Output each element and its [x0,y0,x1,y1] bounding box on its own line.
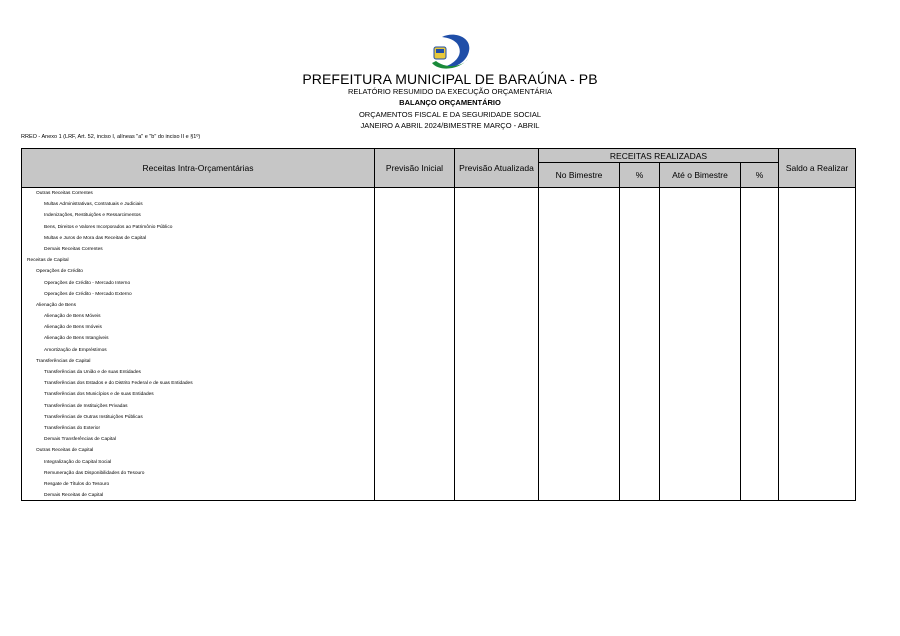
annex-reference: RREO - Anexo 1 (LRF, Art. 52, inciso I, alíneas "a" e "b" do inciso II e §1º) [21,134,201,140]
period-subtitle: JANEIRO A ABRIL 2024/BIMESTRE MARÇO - ABRIL [360,121,540,130]
table-row-label: Transferências da União e de suas Entidades [44,370,141,375]
col-divider [539,187,620,500]
table-row-label: Alienação de Bens Imóveis [44,325,102,331]
table-row-label: Transferências do Exterior [44,425,101,431]
table-row-label: Alienação de Bens Móveis [44,314,101,320]
table-row-label: Remuneração das Disponibilidades do Tesouro [44,470,145,476]
table-row-label: Transferências dos Estados e do Distrito Federal e de suas Entidades [44,381,193,387]
table-row-label: Multas Administrativas, Contratuais e Judiciais [44,202,143,208]
table-row-label: Operações de Crédito - Mercado Interno [44,280,131,286]
table-row-label: Bens, Direitos e Valores Incorporados ao Patrimônio Público [44,224,173,230]
header-saldo: Saldo a Realizar [779,149,855,188]
table-row-label: Operações de Crédito [36,269,83,275]
col-divider [455,187,539,500]
table-row-label: Operações de Crédito - Mercado Externo [44,291,132,297]
table-row-label: Demais Transferências de Capital [44,437,116,443]
col-divider [741,187,779,500]
table-row-label: Transferências de Capital [36,358,91,364]
revenue-table [21,148,856,501]
table-row-label: Alienação de Bens Intangíveis [44,336,109,342]
balance-title: BALANÇO ORÇAMENTÁRIO [399,98,501,107]
table-row-label: Multas e Juros de Mora das Receitas de Capital [44,235,147,241]
table-row-label: Resgate de Títulos do Tesouro [44,481,110,487]
header-pct-bimestre: % [620,163,660,188]
table-row-label: Transferências de Outras Instituições Públicas [44,414,143,420]
table-row-label: Outras Receitas Correntes [36,191,93,196]
header-previsao-inicial: Previsão Inicial [375,149,455,188]
table-row-label: Amortização de Empréstimos [44,347,107,353]
report-subtitle: RELATÓRIO RESUMIDO DA EXECUÇÃO ORÇAMENTÁRIA [347,87,553,96]
table-row-label: Outras Receitas de Capital [36,448,94,454]
budgets-subtitle: ORÇAMENTOS FISCAL E DA SEGURIDADE SOCIAL [358,110,542,119]
table-row-label: Demais Receitas Correntes [44,246,103,252]
col-divider [620,187,660,500]
table-row-label: Indenizações, Restituições e Ressarcimentos [44,213,141,219]
revenue-rows [22,188,374,501]
header-receitas-realizadas: RECEITAS REALIZADAS [539,149,779,163]
municipal-logo [428,33,472,71]
table-row-label: Demais Receitas de Capital [44,493,104,499]
header-ate-bimestre: Até o Bimestre [660,163,741,188]
col-divider [375,187,455,500]
table-row-label: Receitas de Capital [27,258,69,264]
header-pct-ate-bimestre: % [741,163,779,188]
header-previsao-atualizada: Previsão Atualizada [455,149,539,188]
page-title: PREFEITURA MUNICIPAL DE BARAÚNA - PB [302,71,598,87]
header-receitas: Receitas Intra-Orçamentárias [22,149,375,188]
header-no-bimestre: No Bimestre [539,163,620,188]
table-row-label: Transferências dos Municípios e de suas Entidades [44,392,154,398]
col-divider [660,187,741,500]
table-row-label: Integralização do Capital Social [44,459,112,465]
table-row-label: Alienação de Bens [36,302,77,308]
table-row-label: Transferências de Instituições Privadas [44,403,128,409]
